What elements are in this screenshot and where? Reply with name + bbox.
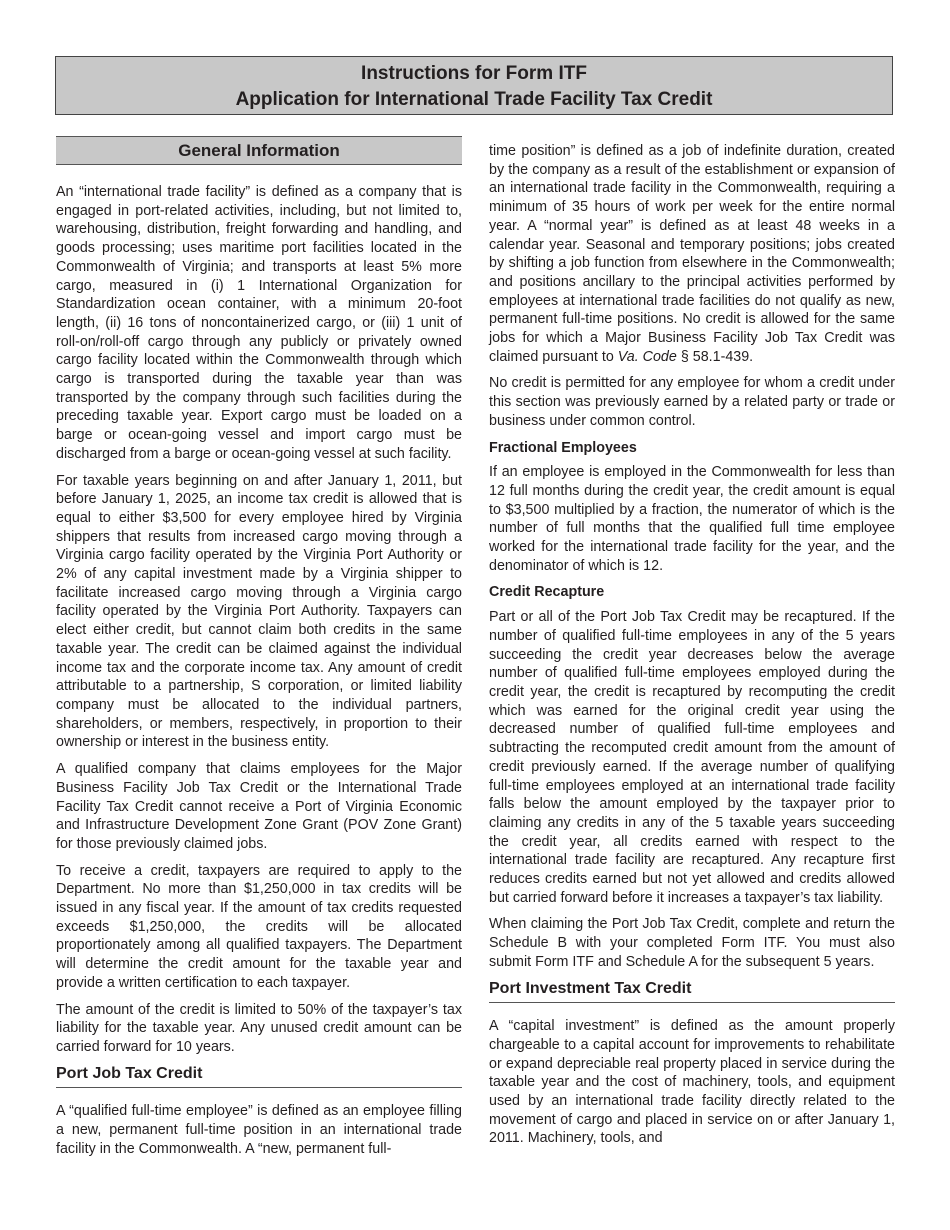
form-title-box xyxy=(55,56,893,115)
form-title: Instructions for Form ITF xyxy=(361,63,587,84)
credit-recapture-heading: Credit Recapture xyxy=(489,584,605,601)
general-info-paragraph: To receive a credit, taxpayers are required to apply to the Department. No more than $1,250,000 in tax credits will be issued in any fiscal year. If the amount of tax credits requested exceeds $1,250,000, the credits will be allocated proportionately among all qualified taxpayers. The Department will determine the credit amount for the taxable year and provide a written certification to each taxpayer. xyxy=(56,862,462,991)
right-column xyxy=(489,142,895,1156)
port-investment-paragraph: A “capital investment” is defined as the amount properly chargeable to a capital account for improvements to rehabilitate or expand depreciable real property placed in service during the taxable year and the cost of machinery, tools, and equipment used by an international trade facility directly related to the movement of cargo and placed in service on or after January 1, 2011. Machinery, tools, and xyxy=(489,1018,895,1147)
recapture-paragraph: Part or all of the Port Job Tax Credit may be recaptured. If the number of qualified full-time employees in any of the 5 years succeeding the credit year decreases below the average number of qualified full-time employees employed during the credit year, the credit is recaptured by recomputing the credit which was earned for the original credit year using the decreased number of qualified full-time employees and subtracting the recomputed credit amount from the amount of credit previously earned. If the average number of qualifying full-time employees employed at an international trade facility falls below the amount employed by the taxpayer prior to claiming any credits in any of the 5 taxable years succeeding the credit year, all credits earned with respect to the international trade facility are recaptured. Any recapture first reduces credits earned but not yet allowed and credits allowed but carried forward before it increases a taxpayer’s tax liability. xyxy=(489,609,895,906)
port-job-paragraph-continued xyxy=(489,142,895,366)
general-info-paragraph: A qualified company that claims employees for the Major Business Facility Job Tax Credit or the International Trade Facility Tax Credit cannot receive a Port of Virginia Economic and Infrastructure Development Zone Grant (POV Zone Grant) for those previously claimed jobs. xyxy=(56,761,462,852)
general-info-paragraph: The amount of the credit is limited to 50% of the taxpayer’s tax liability for the taxable year. Any unused credit amount can be carried forward for 10 years. xyxy=(56,1001,462,1055)
recapture-paragraph: When claiming the Port Job Tax Credit, complete and return the Schedule B with your completed Form ITF. You must also submit Form ITF and Schedule A for the subsequent 5 years. xyxy=(489,916,895,970)
port-job-text: time position” is defined as a job of indefinite duration, created by the company as a result of the establishment or expansion of an international trade facility in the Commonwealth, requiring a minimum of 35 hours of work per week for the entire normal year. A “normal year” is defined as at least 48 weeks in a calendar year. Seasonal and temporary positions; jobs created by shifting a job function from elsewhere in the Commonwealth; and positions ancillary to the principal activities performed by employees at international trade facilities do not qualify as new, permanent full-time positions. No credit is allowed for the same jobs for which a Major Business Facility Job Tax Credit was claimed pursuant to xyxy=(489,143,895,365)
port-investment-tax-credit-heading: Port Investment Tax Credit xyxy=(489,980,895,1004)
left-column xyxy=(56,136,462,1166)
port-job-paragraph: No credit is permitted for any employee for whom a credit under this section was previously earned by a related party or trade or business under common control. xyxy=(489,375,895,429)
general-information-heading: General Information xyxy=(56,136,462,165)
port-job-paragraph: A “qualified full-time employee” is defined as an employee filling a new, permanent full-time position in an international trade facility in the Commonwealth. A “new, permanent full- xyxy=(56,1103,462,1157)
port-job-text: § 58.1-439. xyxy=(676,348,754,365)
port-job-tax-credit-heading: Port Job Tax Credit xyxy=(56,1065,462,1089)
general-info-paragraph: An “international trade facility” is defined as a company that is engaged in port-related activities, including, but not limited to, warehousing, distribution, freight forwarding and handling, and goods processing; uses maritime port facilities located in the Commonwealth of Virginia; and transports at least 5% more cargo, measured in (i) 1 International Organization for Standardization ocean container, with a minimum 20-foot length, (ii) 16 tons of noncontainerized cargo, or (iii) 1 unit of roll-on/roll-off cargo through any publicly or privately owned cargo facility located within the Commonwealth through which cargo is transported during the taxable year than was transported by the company through such facilities during the preceding taxable year. Export cargo must be loaded on a barge or ocean-going vessel and import cargo must be discharged from a barge or ocean-going vessel at such facility. xyxy=(56,184,462,462)
general-info-paragraph: For taxable years beginning on and after January 1, 2011, but before January 1, 2025, an income tax credit is allowed that is equal to either $3,500 for every employee hired by Virginia shippers that results from increased cargo moving through a Virginia cargo facility operated by the Virginia Port Authority or 2% of any capital investment made by a Virginia shipper to facilitate increased cargo moving through a Virginia cargo facility operated by the Virginia Port Authority. Taxpayers can elect either credit, but cannot claim both credits in the same taxable year. The credit can be claimed against the individual income tax and the corporate income tax. Any amount of credit attributable to a partnership, S corporation, or limited liability company must be allocated to the individual partners, shareholders, or members, respectively, in proportion to their ownership or interest in the business entity. xyxy=(56,472,462,751)
fractional-employees-heading: Fractional Employees xyxy=(489,439,637,456)
form-subtitle: Application for International Trade Facility Tax Credit xyxy=(235,89,713,110)
fractional-paragraph: If an employee is employed in the Commonwealth for less than 12 full months during the credit year, the credit amount is equal to $3,500 multiplied by a fraction, the numerator of which is the number of full months that the qualified full time employee worked for the international trade facility for the year, and the denominator of which is 12. xyxy=(489,464,895,574)
va-code-citation: Va. Code xyxy=(617,348,677,365)
